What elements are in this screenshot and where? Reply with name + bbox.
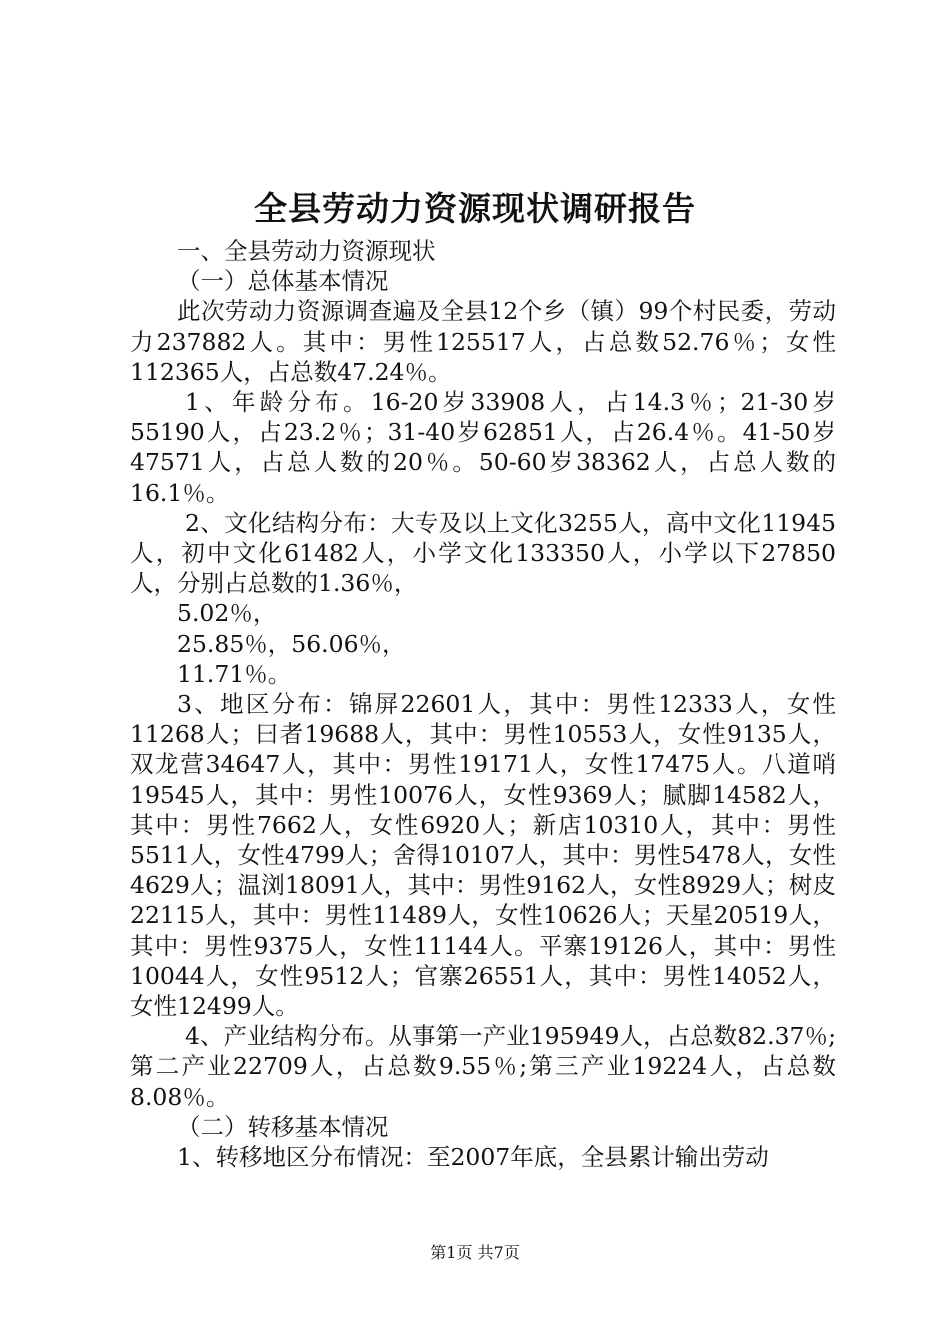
subsection-heading: （二）转移基本情况 [177,1112,389,1141]
paragraph-line: 5.02％， [177,599,277,628]
paragraph-line: 25.85％，56.06％， [177,629,406,658]
subsection-heading: （一）总体基本情况 [177,267,389,296]
paragraph-age: 1、年龄分布。16-20岁33908人，占14.3％；21-30岁55190人，占23.2％；31-40岁62851人，占26.4％。41-50岁47571人，占总人数的20％。50-60岁38362人，占总人数的16.1％。 [130,388,836,507]
document-body [130,236,836,1172]
paragraph-education: 2、文化结构分布：大专及以上文化3255人，高中文化11945人，初中文化61482人，小学文化133350人，小学以下27850人，分别占总数的1.36％， [130,508,836,598]
paragraph-region: 3、地区分布：锦屏22601人，其中：男性12333人，女性11268人；曰者19688人，其中：男性10553人，女性9135人，双龙营34647人，其中：男性19171人，女性17475人。八道哨19545人，其中：男性10076人，女性9369人；腻脚14582人，其中：男性7662人，女性6920人；新店10310人，其中：男性5511人，女性4799人；舍得10107人，其中：男性5478人，女性4629人；温浏18091人，其中：男性9162人，女性8929人；树皮22115人，其中：男性11489人，女性10626人；天星20519人，其中：男性9375人，女性11144人。平寨19126人，其中：男性10044人，女性9512人；官寨26551人，其中：男性14052人，女性12499人。 [130,690,836,1021]
document-title: 全县劳动力资源现状调研报告 [254,189,696,228]
paragraph-transfer: 1、转移地区分布情况：至2007年底，全县累计输出劳动 [177,1143,769,1172]
page-footer: 第1页 共7页 [430,1243,520,1262]
section-heading: 一、全县劳动力资源现状 [177,237,436,265]
paragraph-industry: 4、产业结构分布。从事第一产业195949人，占总数82.37％;第二产业22709人，占总数9.55％;第三产业19224人，占总数8.08％。 [130,1022,836,1111]
paragraph-line: 11.71％。 [177,659,292,688]
paragraph-intro: 此次劳动力资源调查遍及全县12个乡（镇）99个村民委，劳动力237882人。其中：男性125517人，占总数52.76％；女性112365人，占总数47.24％。 [130,297,836,386]
